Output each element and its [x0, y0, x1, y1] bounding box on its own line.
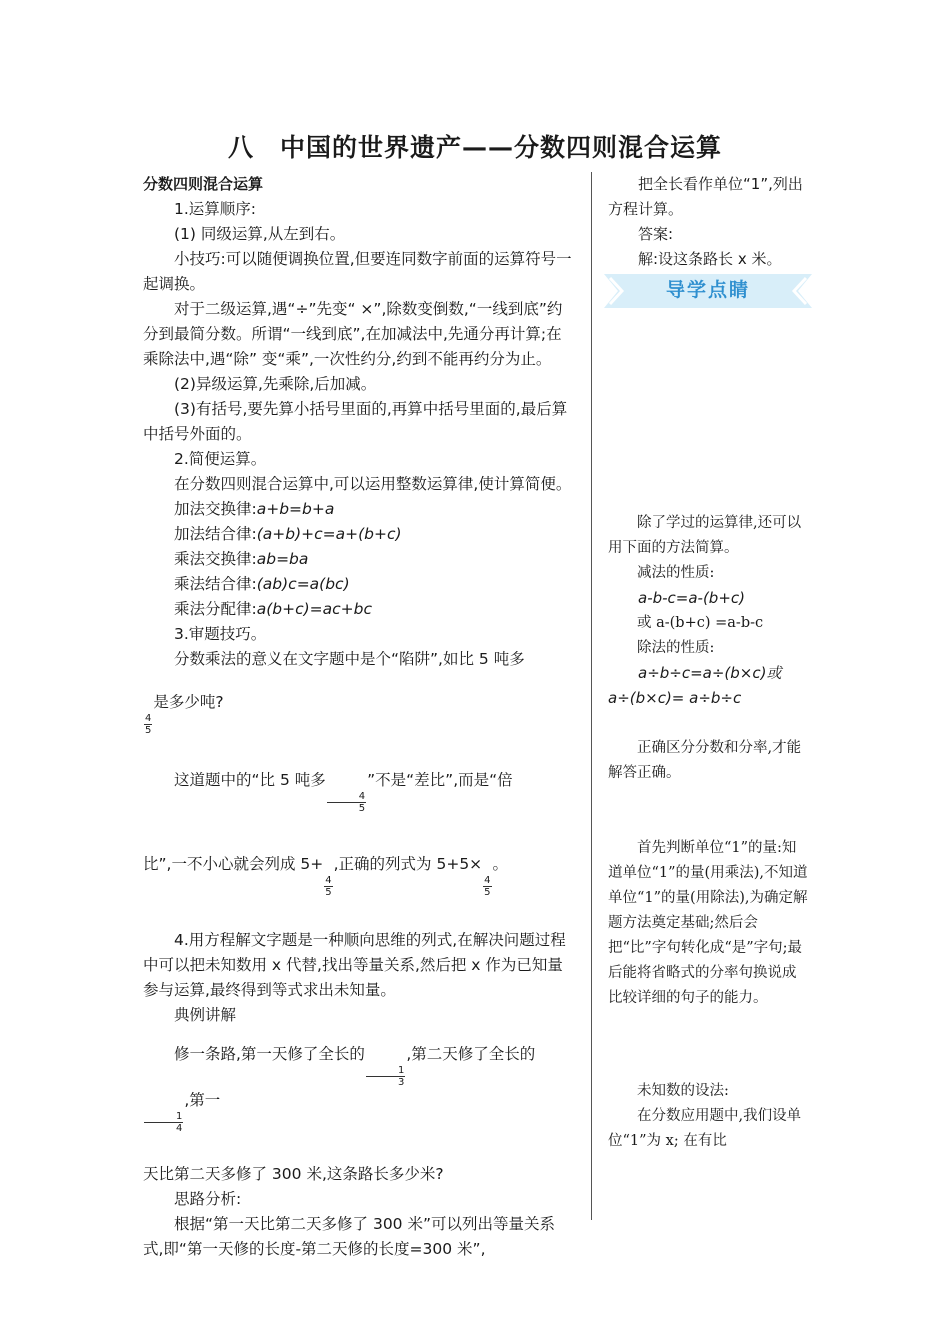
law-formula: (a+b)+c=a+(b+c) [256, 525, 402, 543]
rule-mixed-level: (2)异级运算,先乘除,后加减。 [174, 375, 377, 393]
example-heading: 典例讲解 [174, 1006, 237, 1024]
section-3-desc: 分数乘法的意义在文字题中是个“陷阱”,如比 5 吨多 [174, 650, 525, 668]
law-add-associative [143, 522, 575, 547]
law-label: 乘法交换律: [174, 550, 257, 568]
side-tip-4-text: 在分数应用题中,我们设单位“1”为 x; 在有比 [608, 1108, 802, 1149]
law-mul-commutative [143, 547, 575, 572]
law-formula: a(b+c)=ac+bc [256, 600, 373, 618]
subtraction-rule-2: 或 a-(b+c) =a-b-c [637, 615, 764, 631]
section-3-title: 3.审题技巧。 [174, 625, 267, 643]
law-label: 乘法分配律: [174, 600, 257, 618]
side-tip-3: 首先判断单位“1”的量:知道单位“1”的量(用乘法),不知道单位“1”的量(用除法),为确定解题方法奠定基础;然后会把“比”字句转化成“是”字句;最后能将省略式的分率句换说成比较详细的句子的能力。 [608, 840, 808, 1006]
rule-brackets: (3)有括号,要先算小括号里面的,再算中括号里面的,最后算中括号外面的。 [143, 400, 568, 443]
question-text: 是多少吨? [153, 693, 224, 711]
law-distributive [143, 597, 575, 622]
fraction: $\frac{1}{3}$ [366, 1065, 405, 1088]
column-divider [591, 172, 592, 1220]
law-mul-associative [143, 572, 575, 597]
explain-line-2: 比”,一不小心就会列成 5+ $\frac{4}{5}$ ,正确的列式为 5+5× $\frac{4}{5}$ 。 [143, 855, 509, 898]
example-line-2: 天比第二天多修了 300 米,这条路长多少米? [143, 1165, 444, 1183]
side-continuation: 把全长看作单位“1”,列出方程计算。 [608, 175, 803, 218]
law-formula: ab=ba [256, 550, 309, 568]
second-level-paragraph: 对于二级运算,遇“÷”先变“ ×”,除数变倒数,“一线到底”约分到最简分数。所谓“一线到底”,在加减法中,先通分再计算;在乘除法中,遇“除” 变“乘”,一次性约分,约到不能再约分为止。 [143, 300, 563, 368]
fraction: $\frac{4}{5}$ [145, 713, 152, 736]
law-label: 加法结合律: [174, 525, 257, 543]
section-heading: 分数四则混合运算 [143, 175, 264, 193]
fraction: $\frac{4}{5}$ [484, 875, 491, 898]
law-formula: (ab)c=a(bc) [256, 575, 350, 593]
rule-same-level: (1) 同级运算,从左到右。 [174, 225, 346, 243]
answer-label: 答案: [638, 225, 674, 243]
question-line [143, 690, 575, 736]
subtraction-rule-1: a-b-c=a-(b+c) [638, 589, 745, 607]
law-label: 加法交换律: [174, 500, 257, 518]
fraction: $\frac{1}{4}$ [144, 1111, 183, 1134]
banner-title: 导学点睛 [665, 279, 750, 301]
page-title: 八 中国的世界遗产——分数四则混合运算 [227, 133, 722, 162]
section-2-title: 2.简便运算。 [174, 450, 267, 468]
division-rule: a÷b÷c=a÷(b×c)或 a÷(b×c)= a÷b÷c [608, 664, 782, 707]
side-column [608, 172, 808, 1154]
side-tip-1: 除了学过的运算律,还可以用下面的方法简算。 [608, 515, 802, 556]
subtraction-label: 减法的性质: [637, 565, 715, 581]
section-4-paragraph: 4.用方程解文字题是一种顺向思维的列式,在解决问题过程中可以把未知数用 x 代替,找出等量关系,然后把 x 作为已知量参与运算,最终得到等式求出未知量。 [143, 931, 566, 999]
analysis-paragraph: 根据“第一天比第二天多修了 300 米”可以列出等量关系式,即“第一天修的长度-第二天修的长度=300 米”, [143, 1215, 556, 1258]
main-column [143, 172, 575, 1262]
side-tip-2: 正确区分分数和分率,才能解答正确。 [608, 740, 802, 781]
guide-banner [604, 274, 812, 308]
solution-line: 解:设这条路长 x 米。 [638, 250, 782, 268]
fraction: $\frac{4}{5}$ [325, 875, 332, 898]
analysis-heading: 思路分析: [174, 1190, 242, 1208]
section-2-desc: 在分数四则混合运算中,可以运用整数运算律,使计算简便。 [174, 475, 572, 493]
side-tip-4-heading: 未知数的设法: [637, 1083, 729, 1099]
law-formula: a+b=b+a [256, 500, 335, 518]
law-label: 乘法结合律: [174, 575, 257, 593]
law-add-commutative [143, 497, 575, 522]
explain-line-1: 这道题中的“比 5 吨多 $\frac{4}{5}$ ”不是“差比”,而是“倍 [174, 771, 513, 814]
division-label: 除法的性质: [637, 640, 715, 656]
example-line-1: 修一条路,第一天修了全长的 $\frac{1}{3}$ ,第二天修了全长的 $\frac{1}{4}$ ,第一 [143, 1042, 575, 1134]
fraction: $\frac{4}{5}$ [327, 791, 366, 814]
tip-paragraph: 小技巧:可以随便调换位置,但要连同数字前面的运算符号一起调换。 [143, 250, 572, 293]
section-1-title: 1.运算顺序: [174, 200, 257, 218]
